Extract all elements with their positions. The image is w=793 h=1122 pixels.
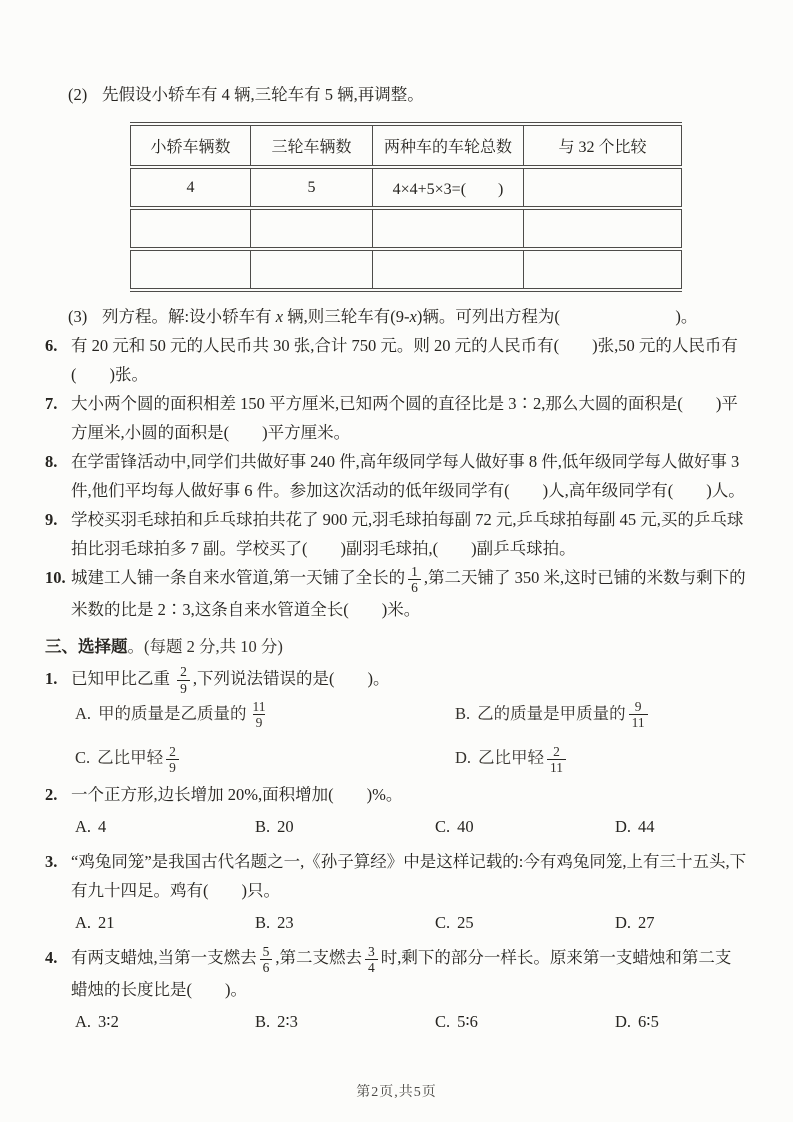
- option-label: C.: [435, 817, 451, 837]
- table-cell: 5: [251, 167, 373, 208]
- fraction: $\frac{1}{6}$: [408, 564, 421, 595]
- option-label: D.: [615, 817, 632, 837]
- question-10: [45, 563, 747, 624]
- text-run: 40: [457, 817, 474, 837]
- text-run: 在学雷锋活动中,同学们共做好事 240 件,高年级同学每人做好事 8 件,低年级同学每人做好事 3 件,他们平均每人做好事 6 件。参加这次活动的低年级同学有( )人,高年级同学有( )人。: [71, 452, 745, 500]
- question-text: [71, 510, 743, 558]
- choice-option: [435, 908, 615, 938]
- wheel-count-table: [130, 122, 682, 292]
- choice-option: [75, 908, 255, 938]
- option-label: B.: [455, 703, 471, 723]
- question-9: [45, 505, 747, 563]
- table-row: [131, 167, 682, 208]
- text-run: 先假设小轿车有 4 辆,三轮车有 5 辆,再调整。: [102, 85, 424, 104]
- question-text: [45, 637, 283, 656]
- question-number: 7.: [45, 394, 58, 413]
- text-run: 2∶3: [277, 1012, 298, 1032]
- table-cell: [373, 249, 524, 290]
- table-cell: [524, 208, 682, 249]
- text-run: 甲的质量是乙质量的: [98, 703, 247, 723]
- choice-option: [435, 1007, 615, 1037]
- table-header-cell: 三轮车辆数: [251, 124, 373, 167]
- text-run: 大小两个圆的面积相差 150 平方厘米,已知两个圆的直径比是 3∶2,那么大圆的面积是( )平方厘米,小圆的面积是( )平方厘米。: [71, 394, 738, 442]
- table-cell: [131, 249, 251, 290]
- text-run: 3∶2: [98, 1012, 119, 1032]
- table-row: [131, 208, 682, 249]
- question-text: [102, 307, 697, 326]
- text-run: ,第二支燃去: [275, 948, 362, 968]
- option-label: C.: [435, 913, 451, 933]
- option-text: [98, 1012, 119, 1031]
- table-header-row: [131, 124, 682, 167]
- question-number: (3): [68, 307, 88, 326]
- page-footer: 第2页,共5页: [356, 1085, 437, 1100]
- option-label: A.: [75, 703, 92, 723]
- section-3-heading: [45, 632, 747, 661]
- text-run: 辆,则三轮车有(9-: [283, 307, 410, 326]
- question-text: [71, 785, 402, 804]
- option-label: D.: [615, 913, 632, 933]
- question-part-2: [68, 80, 747, 109]
- option-text: [97, 744, 182, 776]
- text-run: 有 20 元和 50 元的人民币共 30 张,合计 750 元。则 20 元的人民币有( )张,50 元的人民币有( )张。: [71, 336, 738, 384]
- choice-option: [255, 1007, 435, 1037]
- option-text: [98, 699, 272, 731]
- option-text: [277, 817, 294, 836]
- text-run: 25: [457, 913, 474, 933]
- text-run: 23: [277, 913, 294, 933]
- table-body: [131, 167, 682, 290]
- option-label: A.: [75, 817, 92, 837]
- fraction: $\frac{2}{9}$: [166, 744, 179, 775]
- text-run: ,下列说法错误的是( )。: [192, 668, 390, 688]
- option-text: [638, 1012, 659, 1031]
- text-run: 学校买羽毛球拍和乒乓球拍共花了 900 元,羽毛球拍每副 72 元,乒乓球拍每副 45 元,买的乒乓球拍比羽毛球拍多 7 副。学校买了( )副羽毛球拍,( )副乒乓球拍。: [71, 510, 744, 558]
- option-text: [638, 913, 655, 932]
- question-text: [102, 85, 424, 104]
- text-run: 20: [277, 817, 294, 837]
- text-run: “鸡兔同笼”是我国古代名题之一,《孙子算经》中是这样记载的:今有鸡兔同笼,上有三十五头,下有九十四足。鸡有( )只。: [71, 852, 747, 901]
- fraction: $\frac{11}{9}$: [252, 699, 266, 731]
- choice-option: [455, 743, 747, 775]
- table-header-cell: 两种车的车轮总数: [373, 124, 524, 167]
- text-run: x: [409, 307, 417, 326]
- option-text: [98, 817, 106, 836]
- text-run: 44: [638, 817, 655, 837]
- fraction: $\frac{5}{6}$: [260, 944, 273, 975]
- text-run: 乙比甲轻: [478, 748, 545, 768]
- option-text: [478, 744, 569, 776]
- question-text: [71, 664, 390, 696]
- option-text: [457, 1012, 478, 1031]
- option-label: B.: [255, 913, 271, 933]
- text-run: 一个正方形,边长增加 20%,面积增加( )%。: [71, 785, 403, 805]
- table-cell: [373, 208, 524, 249]
- choice-option: [255, 908, 435, 938]
- question-text: [71, 394, 738, 442]
- text-run: )辆。可列出方程为( )。: [416, 307, 698, 326]
- text-run: 。(每题 2 分,共 10 分): [127, 636, 283, 656]
- question-part-3: [68, 302, 747, 331]
- choice-option: [75, 699, 455, 731]
- question-number: 4.: [45, 948, 58, 968]
- choice-option: [255, 812, 435, 842]
- table-cell: [524, 167, 682, 208]
- fraction: $\frac{2}{9}$: [177, 664, 190, 695]
- question-text: [71, 563, 746, 619]
- option-text: [638, 817, 655, 836]
- text-run: 乙比甲轻: [97, 748, 164, 768]
- choice-option: [615, 1007, 747, 1037]
- choice-option: [75, 812, 255, 842]
- option-text: [457, 817, 474, 836]
- choice-3-options: [75, 908, 747, 938]
- text-run: 已知甲比乙重: [71, 668, 175, 688]
- text-run: 有两支蜡烛,当第一支燃去: [71, 948, 257, 968]
- option-label: B.: [255, 1012, 271, 1032]
- option-label: C.: [435, 1012, 451, 1032]
- table-cell: 4×4+5×3=( ): [373, 167, 524, 208]
- question-text: [71, 852, 746, 900]
- question-number: (2): [68, 85, 88, 104]
- text-run: 城建工人铺一条自来水管道,第一天铺了全长的: [71, 568, 406, 587]
- choice-option: [455, 699, 747, 731]
- text-run: 时,剩下的部分一样长。原来第一支蜡烛和第二支蜡烛的长度比是( )。: [71, 948, 732, 1000]
- choice-1-options: [75, 699, 747, 776]
- option-label: D.: [455, 748, 472, 768]
- text-run: 乙的质量是甲质量的: [477, 703, 626, 723]
- choice-option: [615, 908, 747, 938]
- option-text: [277, 913, 294, 932]
- question-number: 10.: [45, 568, 66, 587]
- option-label: B.: [255, 817, 271, 837]
- choice-2: [45, 780, 747, 809]
- fraction: $\frac{2}{11}$: [547, 744, 566, 775]
- table-cell: 4: [131, 167, 251, 208]
- option-label: A.: [75, 913, 92, 933]
- text-run: 5∶6: [457, 1012, 478, 1032]
- fraction: $\frac{9}{11}$: [629, 699, 648, 730]
- option-text: [277, 1012, 298, 1031]
- table-wrap: [130, 122, 747, 292]
- choice-4-options: [75, 1007, 747, 1037]
- choice-option: [435, 812, 615, 842]
- table-header: [131, 124, 682, 167]
- question-7: [45, 389, 747, 447]
- choice-2-options: [75, 812, 747, 842]
- table-cell: [251, 249, 373, 290]
- choice-1: [45, 664, 747, 696]
- table-row: [131, 249, 682, 290]
- text-run: 27: [638, 913, 655, 933]
- text-run: 21: [98, 913, 115, 933]
- fraction: $\frac{3}{4}$: [365, 944, 378, 975]
- question-number: 3.: [45, 852, 58, 872]
- option-text: [457, 913, 474, 932]
- text-run: 4: [98, 817, 107, 837]
- table-header-cell: 与 32 个比较: [524, 124, 682, 167]
- choice-option: [75, 743, 455, 775]
- option-text: [98, 913, 115, 932]
- choice-3: [45, 847, 747, 905]
- choice-option: [75, 1007, 255, 1037]
- table-cell: [131, 208, 251, 249]
- question-8: [45, 447, 747, 505]
- table-cell: [251, 208, 373, 249]
- question-6: [45, 331, 747, 389]
- text-run: 列方程。解:设小轿车有: [102, 307, 276, 326]
- question-flow: [45, 80, 747, 1037]
- option-label: A.: [75, 1012, 92, 1032]
- question-text: [71, 336, 738, 384]
- question-number: 9.: [45, 510, 58, 529]
- table-header-cell: 小轿车辆数: [131, 124, 251, 167]
- text-run: 6∶5: [638, 1012, 659, 1032]
- question-text: [71, 943, 732, 1000]
- choice-option: [615, 812, 747, 842]
- option-text: [477, 699, 651, 731]
- question-number: 8.: [45, 452, 58, 471]
- text-run: ,第二天铺了 350 米,这时已铺的米数与剩下的米数的比是 2∶3,这条自来水管道全长( )米。: [71, 568, 746, 619]
- text-run: x: [275, 307, 284, 326]
- choice-4: [45, 943, 747, 1004]
- question-number: 1.: [45, 668, 58, 688]
- question-number: 2.: [45, 785, 58, 805]
- option-label: C.: [75, 748, 91, 768]
- question-text: [71, 452, 745, 500]
- option-label: D.: [615, 1012, 632, 1032]
- question-number: 6.: [45, 336, 58, 355]
- table-cell: [524, 249, 682, 290]
- text-run: 三、选择题: [45, 636, 128, 656]
